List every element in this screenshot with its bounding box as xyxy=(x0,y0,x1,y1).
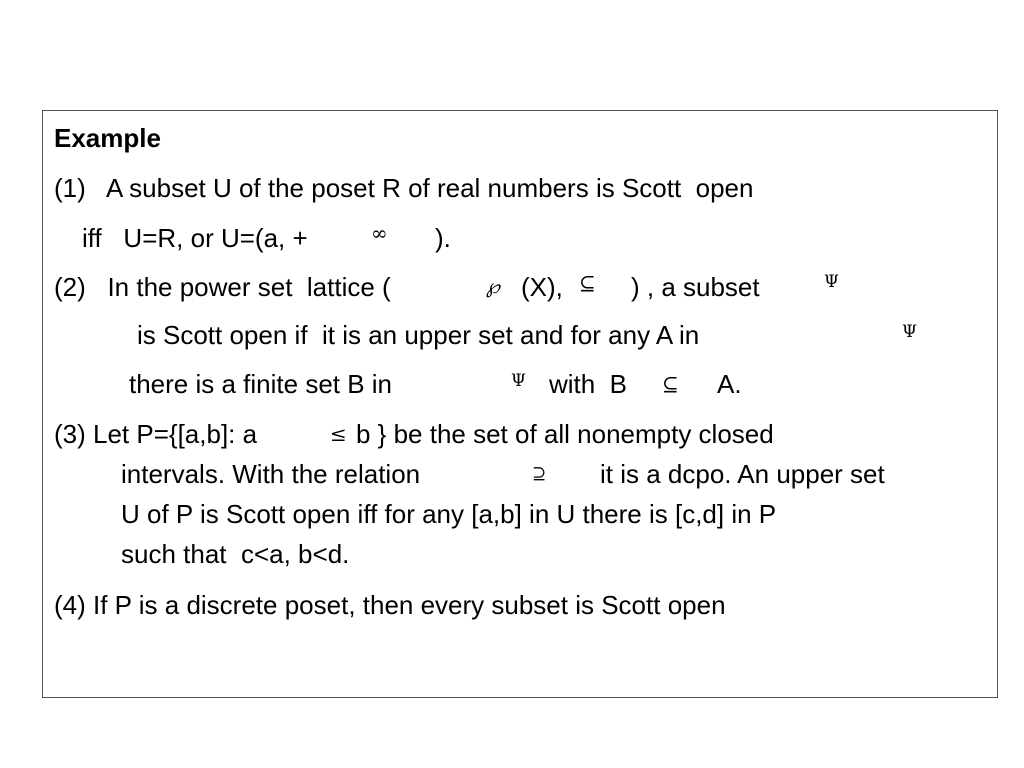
psi-symbol: Ψ xyxy=(902,322,917,342)
power-set-symbol: ℘ xyxy=(486,274,500,298)
item-1-line-1: (1) A subset U of the poset R of real numbers is Scott open xyxy=(54,173,754,203)
example-heading: Example xyxy=(54,123,161,153)
item-3-line-2-end: it is a dcpo. An upper set xyxy=(600,459,885,489)
item-3-line-2: intervals. With the relation xyxy=(121,459,421,489)
item-2-power-set-x: (X), xyxy=(521,272,563,302)
item-3-line-3: U of P is Scott open iff for any [a,b] in U there is [c,d] in P xyxy=(121,499,777,529)
leq-symbol: ≤ xyxy=(330,422,347,446)
infinity-symbol: ∞ xyxy=(371,221,388,245)
item-3-line-1-end: b } be the set of all nonempty closed xyxy=(356,419,774,449)
item-3-line-1: (3) Let P={[a,b]: a xyxy=(54,419,258,449)
psi-symbol: Ψ xyxy=(824,272,839,292)
item-3-line-4: such that c<a, b<d. xyxy=(121,539,350,569)
item-2-line-3: there is a finite set B in xyxy=(129,369,393,399)
supseteq-symbol: ⊇ xyxy=(532,464,547,484)
item-1-line-2: iff U=R, or U=(a, + xyxy=(82,223,308,253)
subseteq-symbol: ⊆ xyxy=(579,271,596,295)
item-2-line-1-end: ) , a subset xyxy=(631,272,760,302)
item-2-line-3-end: A. xyxy=(717,369,742,399)
subseteq-symbol: ⊆ xyxy=(662,372,679,396)
item-4-line-1: (4) If P is a discrete poset, then every subset is Scott open xyxy=(54,590,726,620)
item-2-line-2: is Scott open if it is an upper set and for any A in xyxy=(137,320,700,350)
psi-symbol: Ψ xyxy=(511,371,526,391)
item-2-line-3-with: with B xyxy=(549,369,628,399)
item-2-line-1: (2) In the power set lattice ( xyxy=(54,272,391,302)
item-1-line-2-end: ). xyxy=(435,223,451,253)
